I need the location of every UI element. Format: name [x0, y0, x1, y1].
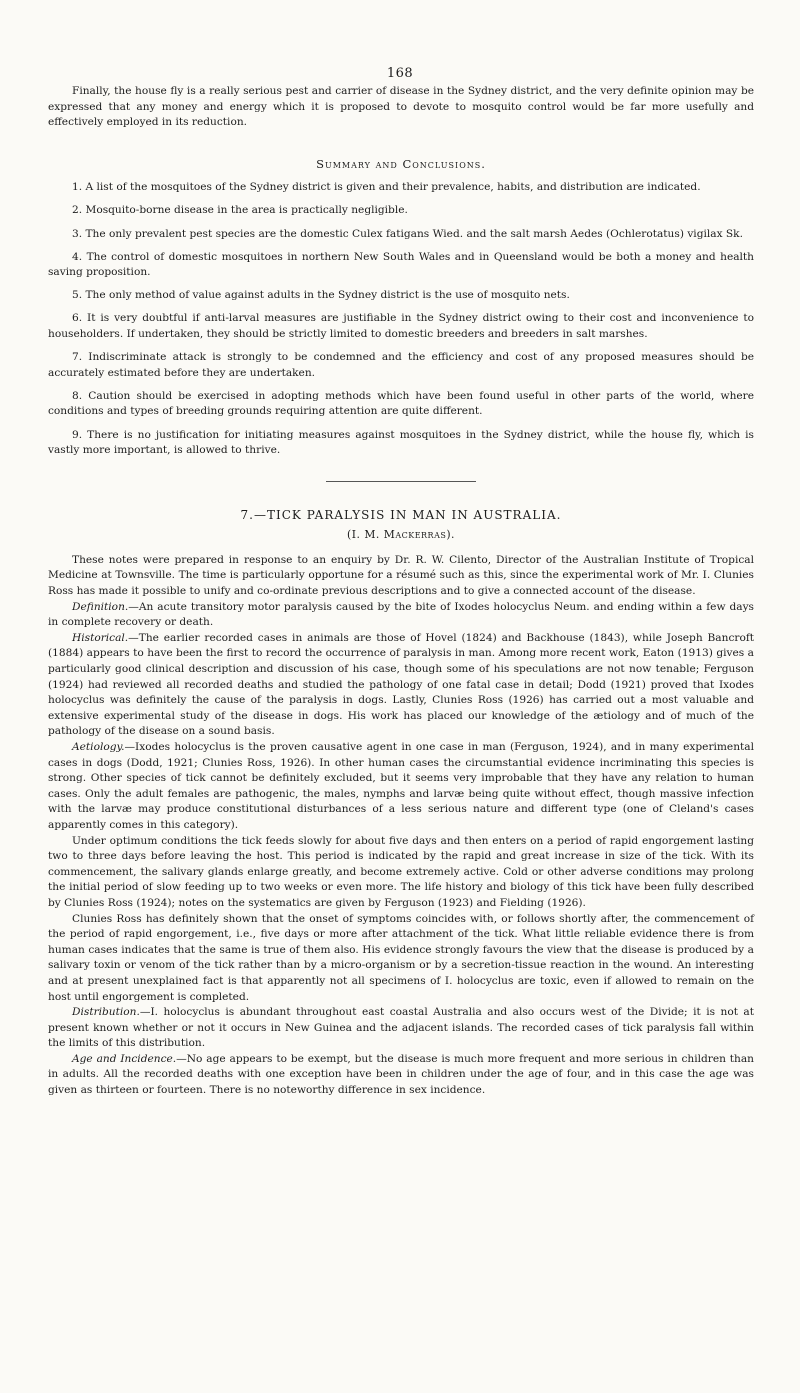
summary-item: 4. The control of domestic mosquitoes in northern New South Wales and in Queensland would be both a money and health saving proposition.: [48, 250, 754, 279]
age-incidence-paragraph: [48, 1052, 754, 1099]
summary-item: 2. Mosquito-borne disease in the area is practically negligible.: [72, 204, 408, 217]
definition-text: —An acute transitory motor paralysis caused by the bite of Ixodes holocyclus Neum. and ending within a few days in complete recovery or death.: [48, 600, 754, 629]
summary-list: [48, 180, 754, 458]
distribution-label: Distribution.: [72, 1006, 140, 1019]
summary-item: 8. Caution should be exercised in adopting methods which have been found useful in other parts of the world, where conditions and types of breeding grounds requiring attention are quite different.: [48, 389, 754, 418]
article-author: [48, 527, 754, 543]
summary-item: 3. The only prevalent pest species are the domestic Culex fatigans Wied. and the salt marsh Aedes (Ochlerotatus) vigilax Sk.: [72, 227, 743, 240]
page-body: [48, 84, 754, 1099]
definition-label: Definition.: [72, 600, 129, 613]
historical-label: Historical.: [72, 631, 129, 644]
summary-item: 7. Indiscriminate attack is strongly to be condemned and the efficiency and cost of any proposed measures should be accurately estimated before they are undertaken.: [48, 351, 754, 379]
clunies-ross-paragraph: Clunies Ross has definitely shown that the onset of symptoms coincides with, or follows shortly after, the commencement of the period of rapid engorgement, i.e., five days or more after attachment of the tick. What little reliable evidence there is from human cases indicates that the same is true of them also. His evidence strongly favours the view that the disease is produced by a salivary toxin or venom of the tick rather than by a micro-organism or by a secretion-tissue reaction in the wound. An interesting and at present unexplained fact is that apparently not all specimens of I. holocyclus are toxic, even if allowed to remain on the host until engorgement is completed.: [48, 912, 754, 1003]
summary-item: 9. There is no justification for initiating measures against mosquitoes in the Sydney district, while the house fly, which is vastly more important, is allowed to thrive.: [48, 428, 754, 457]
page-number: 168: [386, 66, 414, 81]
age-incidence-label: Age and Incidence.: [72, 1052, 177, 1065]
article-intro: These notes were prepared in response to an enquiry by Dr. R. W. Cilento, Director of the Australian Institute of Tropical Medicine at Townsville. The time is particularly opportune for a résumé such as this, since the experimental work of Mr. I. Clunies Ross has made it possible to unify and co-ordinate previous descriptions and to give a connected account of the disease.: [48, 553, 754, 598]
article-title: 7.—TICK PARALYSIS IN MAN IN AUSTRALIA.: [240, 507, 562, 522]
summary-item: 5. The only method of value against adults in the Sydney district is the use of mosquito nets.: [72, 289, 570, 302]
historical-text: —The earlier recorded cases in animals are those of Hovel (1824) and Backhouse (1843), while Joseph Bancroft (1884) appears to have been the first to record the occurrence of paralysis in man. Among more recent work, Eaton (1913) gives a particularly good clinical description and discussion of his case, though some of his speculations are not now tenable; Ferguson (1924) had reviewed all recorded deaths and studied the pathology of one fatal case in detail; Dodd (1921) proved that Ixodes holocyclus was definitely the cause of the paralysis in dogs. Lastly, Clunies Ross (1926) has carried out a most valuable and extensive experimental study of the disease in dogs. His work has placed our knowledge of the ætiology and of much of the pathology of the disease on a sound basis.: [48, 631, 754, 738]
age-incidence-text: —No age appears to be exempt, but the disease is much more frequent and more serious in children than in adults. All the recorded deaths with one exception have been in children under the age of four, and in this case the age was given as thirteen or fourteen. There is no noteworthy difference in sex incidence.: [48, 1052, 754, 1097]
optimum-paragraph: Under optimum conditions the tick feeds slowly for about five days and then enters on a period of rapid engorgement lasting two to three days before leaving the host. This period is indicated by the rapid and great increase in size of the tick. With its commencement, the salivary glands enlarge greatly, and become extremely active. Cold or other adverse conditions may prolong the initial period of slow feeding up to two weeks or even more. The life history and biology of this tick have been fully described by Clunies Ross (1924); notes on the systematics are given by Ferguson (1923) and Fielding (1926).: [48, 834, 754, 909]
distribution-paragraph: [48, 1005, 754, 1052]
summary-heading: Summary and Conclusions.: [316, 156, 486, 171]
intro-paragraph: Finally, the house fly is a really serious pest and carrier of disease in the Sydney district, and the very definite opinion may be expressed that any money and energy which it is proposed to devote to mosquito control would be far more usefully and effectively employed in its reduction.: [48, 85, 754, 129]
definition-paragraph: [48, 600, 754, 631]
aetiology-paragraph: [48, 740, 754, 834]
author-surname: Mackerras).: [383, 528, 455, 542]
aetiology-label: Aetiology.: [72, 741, 125, 753]
summary-item: 1. A list of the mosquitoes of the Sydney district is given and their prevalence, habits, and distribution are indicated.: [72, 181, 701, 194]
distribution-text: —I. holocyclus is abundant throughout east coastal Australia and also occurs west of the Divide; it is not at present known whether or not it occurs in New Guinea and the adjacent islands. The recorded cases of tick paralysis fall within the limits of this distribution.: [48, 1006, 754, 1050]
section-divider: [326, 481, 476, 482]
aetiology-text: —Ixodes holocyclus is the proven causative agent in one case in man (Ferguson, 1924), and in many experimental cases in dogs (Dodd, 1921; Clunies Ross, 1926). In other human cases the circumstantial evidence incriminating this species is strong. Other species of tick cannot be definitely excluded, but it seems very improbable that they have any relation to human cases. Only the adult females are pathogenic, the males, nymphs and larvæ being quite without effect, though massive infection with the larvæ may produce constitutional disturbances of a less serious nature and different type (one of Cleland's cases apparently comes in this category).: [48, 741, 754, 831]
summary-item: 6. It is very doubtful if anti-larval measures are justifiable in the Sydney district owing to their cost and inconvenience to householders. If undertaken, they should be strictly limited to domestic breeders and breeders in salt marshes.: [48, 312, 754, 341]
historical-paragraph: [48, 631, 754, 740]
author-initials: (I. M.: [346, 528, 380, 542]
